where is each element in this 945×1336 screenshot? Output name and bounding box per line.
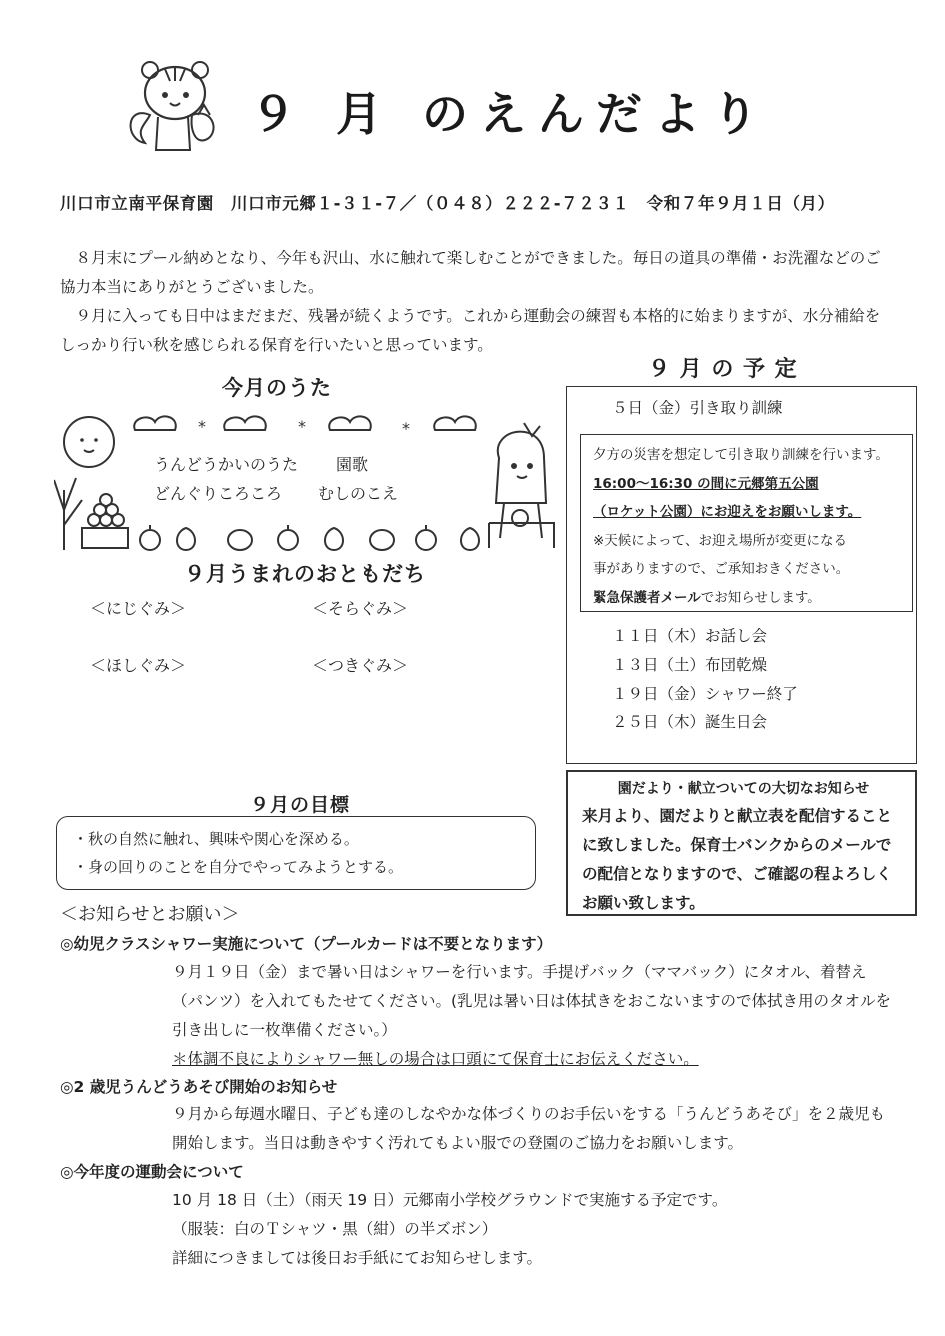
squirrel-illustration	[120, 55, 230, 155]
pickup-line-1: 夕方の災害を想定して引き取り訓練を行います。	[593, 447, 889, 463]
pickup-line-3: （ロケット公園）にお迎えをお願いします。	[593, 504, 862, 520]
shower-note: ＊体調不良によりシャワー無しの場合は口頭にて保育士にお伝えください。	[172, 1050, 699, 1068]
notices-heading: ＜お知らせとお願い＞	[60, 904, 240, 925]
intro-paragraph-1: ８月末にプール納めとなり、今年も沢山、水に触れて楽しむことができました。毎日の道具の準備・お洗濯などのご協力本当にありがとうございました。	[60, 249, 881, 296]
sports-day-line-2: （服装：白のＴシャツ・黒（紺）の半ズボン）	[172, 1220, 498, 1238]
birthdays-heading: ９月うまれのおともだち	[184, 562, 426, 586]
song-item-3: どんぐりころころ	[154, 484, 283, 503]
goal-item-2: ・身の回りのことを自分でやってみようとする。	[73, 858, 404, 876]
songs-heading: 今月のうた	[222, 376, 332, 400]
moon-illustration	[54, 412, 124, 472]
pickup-drill-box	[580, 434, 913, 612]
group-niji: ＜にじぐみ＞	[90, 599, 187, 618]
chestnut-row-decoration	[134, 520, 504, 554]
svg-text:*: *	[402, 419, 410, 438]
page-title: ９ 月 のえんだより	[250, 87, 771, 141]
svg-text:*: *	[198, 417, 206, 436]
svg-text:*: *	[298, 417, 306, 436]
schedule-first-item: ５日（金）引き取り訓練	[612, 399, 783, 417]
schedule-item-11: １１日（木）お話し会	[612, 627, 768, 645]
susuki-dango-illustration	[54, 470, 134, 552]
schedule-item-13: １３日（土）布団乾燥	[612, 656, 768, 674]
exercise-title: ◎2 歳児うんどうあそび開始のお知らせ	[60, 1078, 338, 1096]
pickup-line-5: 事がありますので、ご承知おきください。	[593, 561, 850, 577]
schedule-item-19: １９日（金）シャワー終了	[612, 685, 798, 703]
schedule-item-25: ２５日（木）誕生日会	[612, 713, 768, 731]
goals-box	[56, 816, 536, 890]
songs-list	[154, 450, 454, 508]
schedule-heading: ９ 月 の 予 定	[648, 357, 798, 382]
pickup-line-6	[593, 584, 902, 613]
pickup-line-4: ※天候によって、お迎え場所が変更になる	[593, 532, 848, 549]
sports-day-line-3: 詳細につきましては後日お手紙にてお知らせします。	[172, 1249, 542, 1267]
group-sora: ＜そらぐみ＞	[312, 599, 409, 618]
song-item-1: うんどうかいのうた	[154, 455, 299, 474]
shower-title: ◎幼児クラスシャワー実施について（プールカードは不要となります）	[60, 935, 553, 953]
goal-item-1: ・秋の自然に触れ、興味や関心を深める。	[73, 830, 359, 848]
song-item-2: 園歌	[336, 455, 369, 474]
shower-body: ９月１９日（金）まで暑い日はシャワーを行います。手提げバック（ママバック）にタオル、着替え（パンツ）を入れてもたせてください。(乳児は暑い日は体拭きをおこないますので体拭き用のタオルを引き出しに一枚準備ください。）	[172, 963, 892, 1039]
notice-title: 園だより・献立ついての大切なお知らせ	[617, 781, 870, 797]
emergency-mail-label: 緊急保護者メール	[593, 589, 701, 606]
emergency-mail-rest: でお知らせします。	[700, 589, 821, 606]
group-tsuki: ＜つきぐみ＞	[312, 656, 409, 675]
pickup-line-2: 16:00～16:30 の間に元郷第五公園	[593, 475, 819, 492]
header-info: 川口市立南平保育園 川口市元郷１-３１-７／（０４８）２２２-７２３１ 令和７年９月１日（月）	[60, 194, 835, 213]
goals-heading: ９月の目標	[250, 794, 351, 816]
sports-day-title: ◎今年度の運動会について	[60, 1163, 244, 1181]
song-item-4: むしのこえ	[318, 484, 399, 503]
clouds-decoration	[130, 408, 490, 444]
intro-text	[60, 244, 890, 360]
group-hoshi: ＜ほしぐみ＞	[90, 656, 187, 675]
important-notice-box	[566, 770, 917, 916]
intro-paragraph-2: ９月に入っても日中はまだまだ、残暑が続くようです。これから運動会の練習も本格的に始まりますが、水分補給をしっかり行い秋を感じられる保育を行いたいと思っています。	[60, 307, 881, 354]
sports-day-line-1: 10 月 18 日（土）（雨天 19 日）元郷南小学校グラウンドで実施する予定です。	[172, 1191, 728, 1209]
notice-body: 来月より、園だよりと献立表を配信することに致しました。保育士バンクからのメールでの配信となりますので、ご確認の程よろしくお願い致します。	[582, 807, 893, 912]
exercise-body: ９月から毎週水曜日、子ども達のしなやかな体づくりのお手伝いをする「うんどうあそび」を２歳児も開始します。当日は動きやすく汚れてもよい服での登園のご協力をお願いします。	[172, 1105, 886, 1152]
